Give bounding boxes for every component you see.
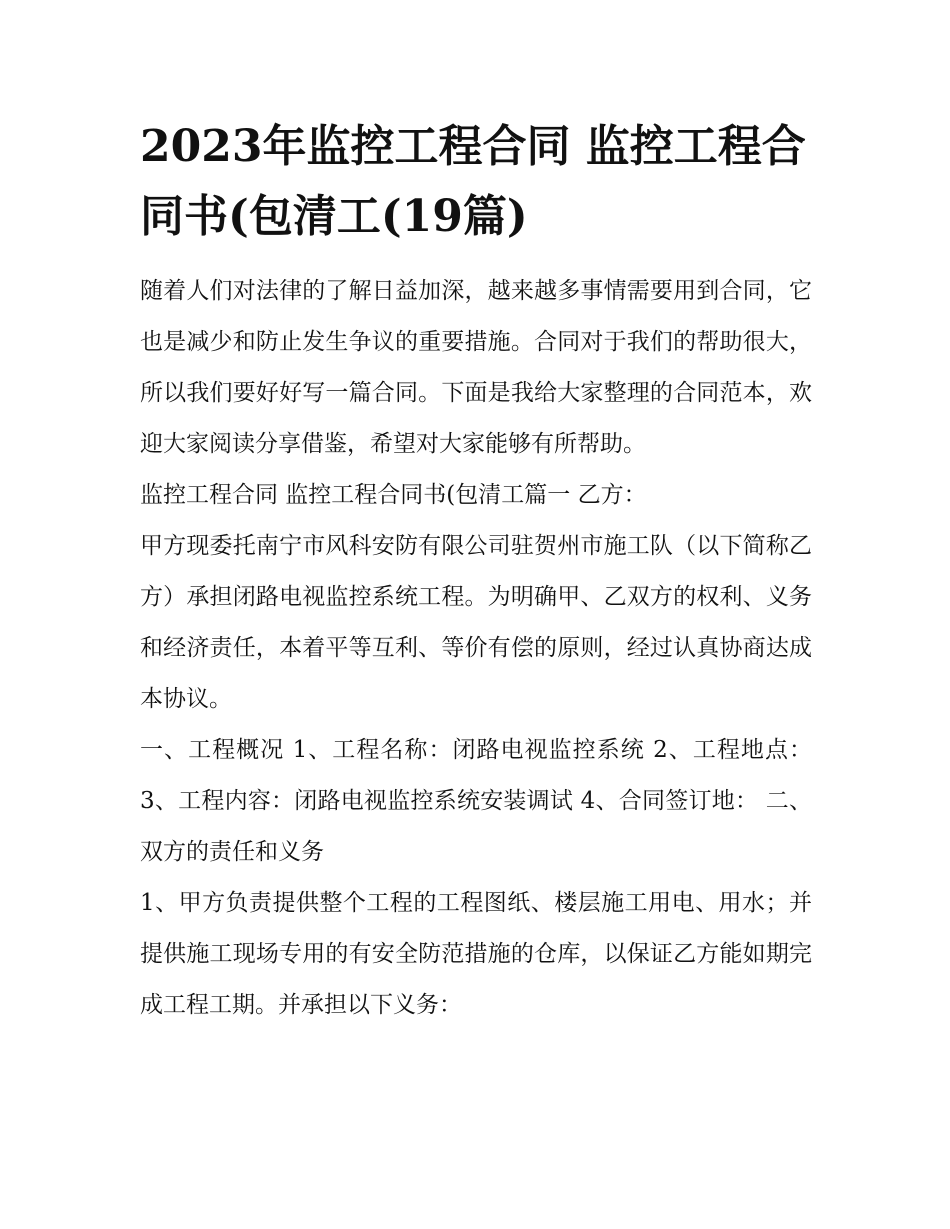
document-body — [140, 112, 812, 1031]
intro-paragraph: 随着人们对法律的了解日益加深，越来越多事情需要用到合同，它也是减少和防止发生争议的重要措施。合同对于我们的帮助很大，所以我们要好好写一篇合同。下面是我给大家整理的合同范本，欢迎大家阅读分享借鉴，希望对大家能够有所帮助。 — [140, 278, 812, 457]
contract-paragraph: 甲方现委托南宁市风科安防有限公司驻贺州市施工队（以下简称乙方）承担闭路电视监控系统工程。为明确甲、乙双方的权利、义务和经济责任，本着平等互利、等价有偿的原则，经过认真协商达成本协议。 — [140, 533, 812, 712]
title-spacer — [140, 252, 812, 266]
party-a-duties-paragraph: 1、甲方负责提供整个工程的工程图纸、楼层施工用电、用水；并提供施工现场专用的有安全防范措施的仓库，以保证乙方能如期完成工程工期。并承担以下义务： — [140, 890, 812, 1018]
section-heading: 监控工程合同 监控工程合同书(包清工篇一 乙方： — [140, 482, 647, 508]
project-overview-paragraph: 一、工程概况 1、工程名称：闭路电视监控系统 2、工程地点： 3、工程内容：闭路电视监控系统安装调试 4、合同签订地： 二、双方的责任和义务 — [140, 737, 812, 865]
document-title: 2023年监控工程合同 监控工程合同书(包清工(19篇) — [140, 121, 806, 242]
